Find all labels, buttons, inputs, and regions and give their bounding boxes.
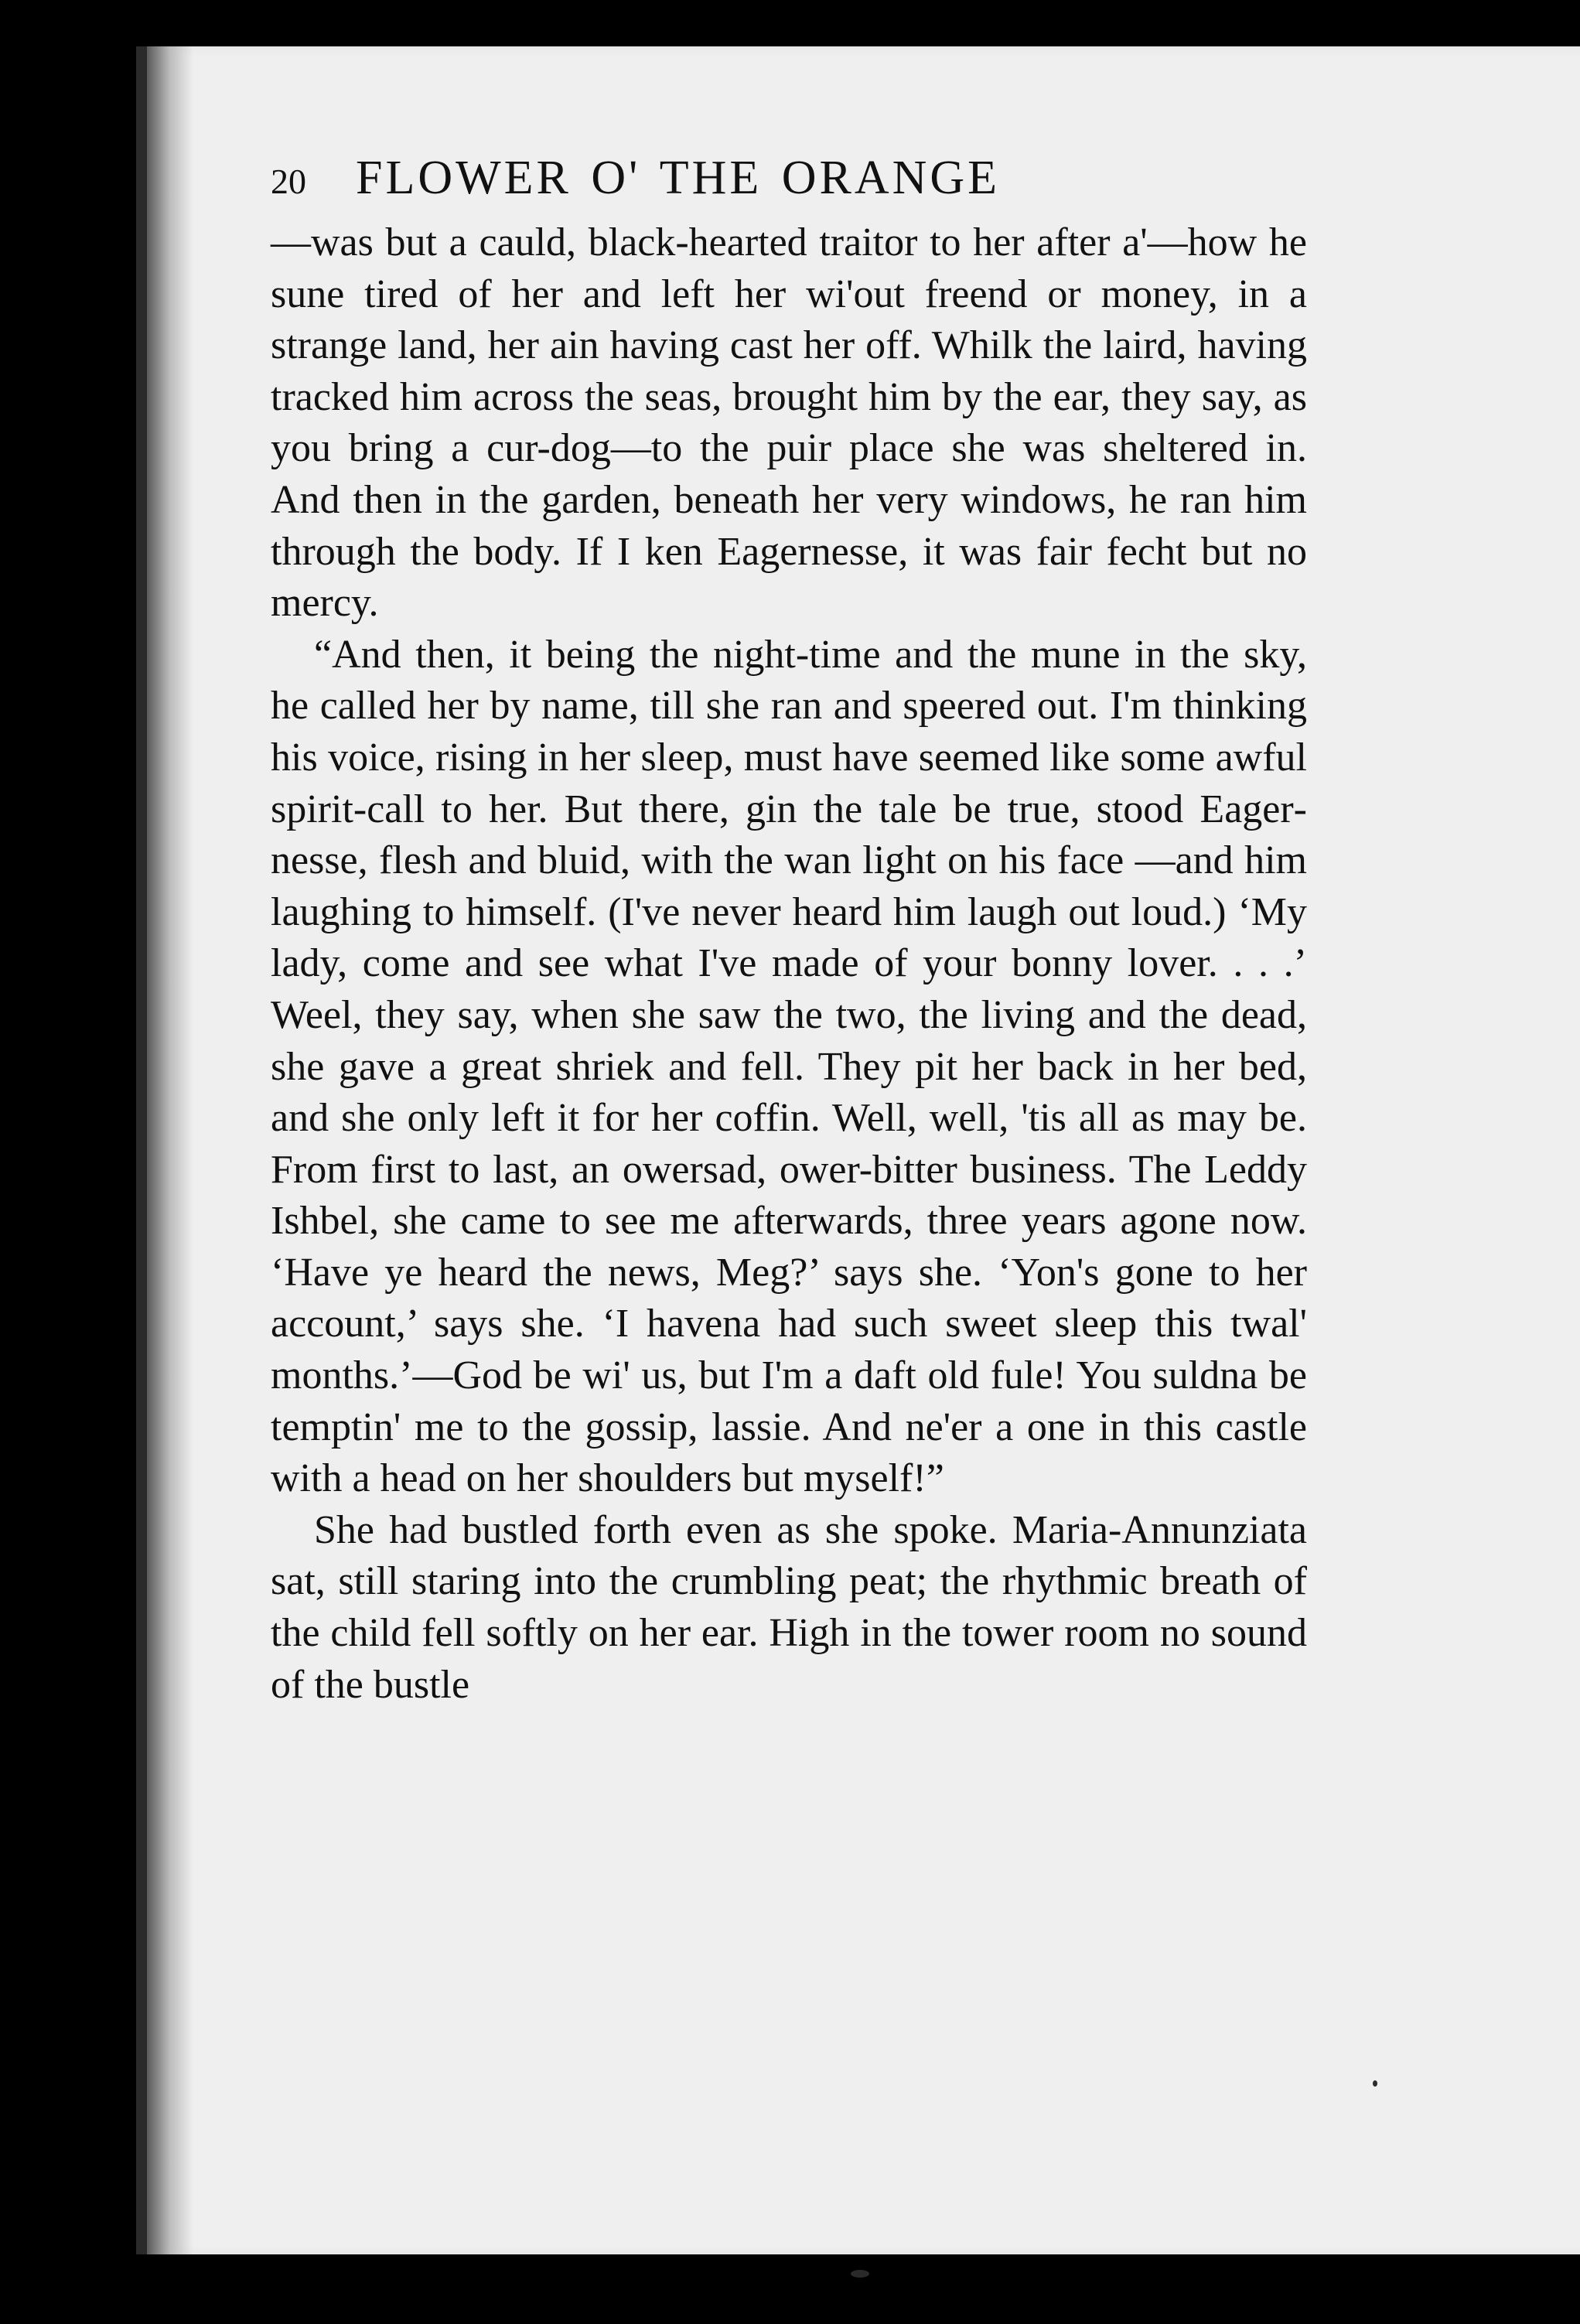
running-head: FLOWER O' THE ORANGE <box>356 152 1001 204</box>
scan-speck <box>851 2270 869 2278</box>
page-header <box>271 151 1307 213</box>
paragraph-1: —was but a cauld, black-hearted traitor to her after a'—how he sune tired of her and left her wi'out freend or money, in a strange land, her ain having cast her off. Whilk the laird, having tracked him across the seas, brought him by the ear, they say, as you bring a cur-dog—to the puir place she was sheltered in. And then in the garden, beneath her very windows, he ran him through the body. If I ken Eagernesse, it was fair fecht but no mercy. <box>271 220 1307 626</box>
page-number: 20 <box>271 162 306 201</box>
paragraph-2: “And then, it being the night-time and the mune in the sky, he called her by name, till she ran and speered out. I'm thinking his voice, rising in her sleep, must have seemed like some awful spirit-call to her. But there, gin the tale be true, stood Eagernesse, flesh and bluid, with the wan light on his face —and him laughing to himself. (I've never heard him laugh out loud.) ‘My lady, come and see what I've made of your bonny lover. . . .’ Weel, they say, when she saw the two, the living and the dead, she gave a great shriek and fell. They pit her back in her bed, and she only left it for her coffin. Well, well, 'tis all as may be. From first to last, an owersad, ower-bitter business. The Leddy Ishbel, she came to see me afterwards, three years agone now. ‘Have ye heard the news, Meg?’ says she. ‘Yon's gone to her account,’ says she. ‘I havena had such sweet sleep this twal' months.’—God be wi' us, but I'm a daft old fule! You suldna be temptin' me to the gossip, lassie. And ne'er a one in this castle with a head on her shoulders but myself!” <box>271 632 1307 1501</box>
spine-shadow <box>147 46 193 2254</box>
text-block <box>271 151 1307 1711</box>
paragraph-3: She had bustled forth even as she spoke. Maria-Annunziata sat, still staring into the crumbling peat; the rhythmic breath of the child fell softly on her ear. High in the tower room no sound of the bustle <box>271 1507 1307 1707</box>
scan-speck <box>1373 2080 1377 2087</box>
